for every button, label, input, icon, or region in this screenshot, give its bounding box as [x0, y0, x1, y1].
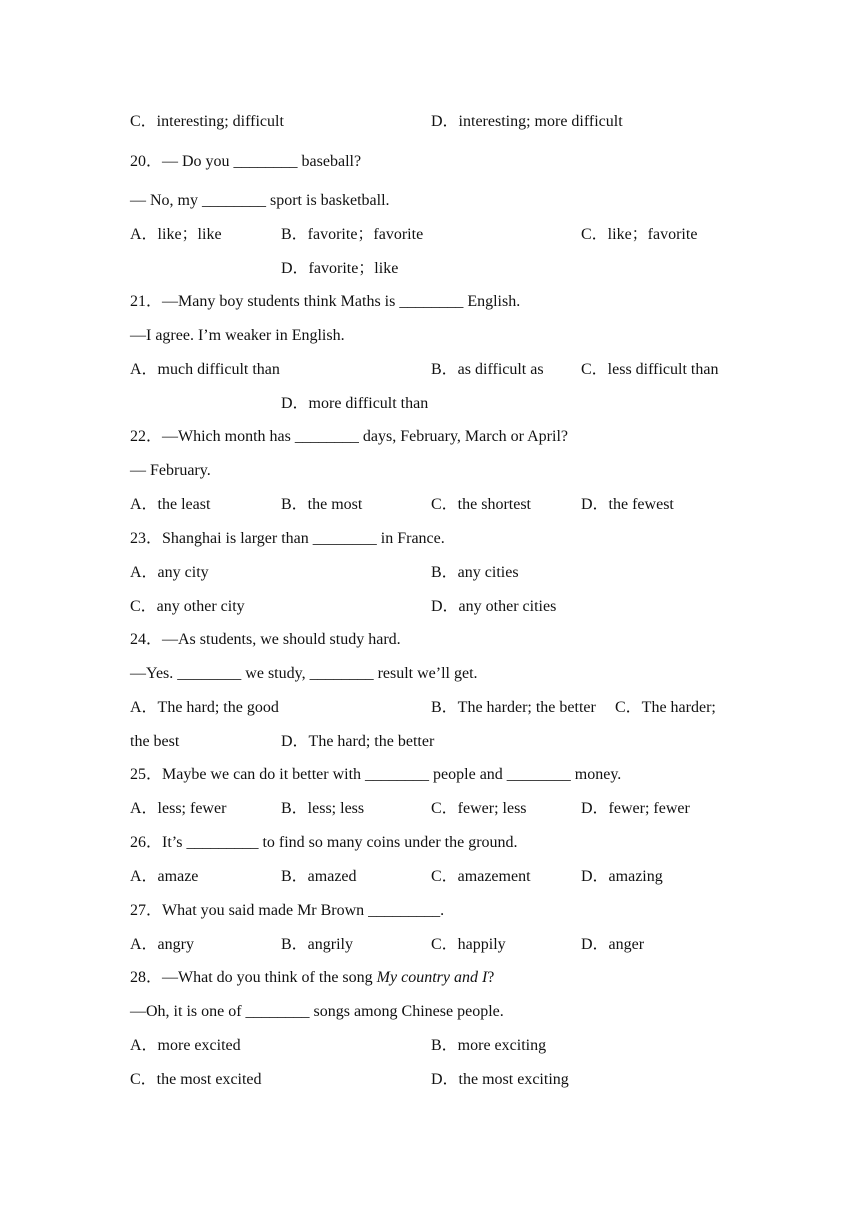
- q20-option-c: C．like；favorite: [581, 226, 698, 243]
- q22-option-d: D．the fewest: [581, 496, 674, 513]
- q20-stem-reply: — No, my ________ sport is basketball.: [130, 192, 390, 209]
- q26-stem: 26．It’s _________ to find so many coins under the ground.: [130, 834, 518, 851]
- q27-stem: 27．What you said made Mr Brown _________.: [130, 902, 445, 919]
- q21-stem-reply: —I agree. I’m weaker in English.: [130, 327, 345, 344]
- q21-option-c: C．less difficult than: [581, 361, 719, 378]
- q23-stem: 23．Shanghai is larger than ________ in France.: [130, 530, 445, 547]
- q26-option-b: B．amazed: [281, 868, 357, 885]
- q24-option-b: B．The harder; the better: [431, 699, 596, 716]
- q22-option-b: B．the most: [281, 496, 363, 513]
- q26-option-a: A．amaze: [130, 868, 199, 885]
- q27-option-d: D．anger: [581, 936, 645, 953]
- q19-option-d: D．interesting; more difficult: [431, 113, 623, 130]
- q21-option-d: D．more difficult than: [281, 395, 429, 412]
- q25-option-a: A．less; fewer: [130, 800, 227, 817]
- q23-option-c: C．any other city: [130, 598, 245, 615]
- q19-option-c: C．interesting; difficult: [130, 113, 284, 130]
- q28-stem-end: ?: [487, 969, 495, 986]
- q27-option-b: B．angrily: [281, 936, 353, 953]
- q28-option-d: D．the most exciting: [431, 1071, 569, 1088]
- q26-option-c: C．amazement: [431, 868, 531, 885]
- q20-option-a: A．like；like: [130, 226, 222, 243]
- q21-stem: 21．—Many boy students think Maths is ________ English.: [130, 293, 521, 310]
- q28-option-c: C．the most excited: [130, 1071, 262, 1088]
- q22-stem: 22．—Which month has ________ days, February, March or April?: [130, 428, 568, 445]
- q23-option-b: B．any cities: [431, 564, 519, 581]
- q28-option-b: B．more exciting: [431, 1037, 547, 1054]
- q27-option-c: C．happily: [431, 936, 506, 953]
- q24-stem: 24．—As students, we should study hard.: [130, 631, 401, 648]
- q28-stem-text: 28．—What do you think of the song: [130, 969, 377, 986]
- q24-option-d: D．The hard; the better: [281, 733, 435, 750]
- q23-option-a: A．any city: [130, 564, 209, 581]
- q28-song-title: My country and I: [376, 969, 488, 986]
- q25-option-c: C．fewer; less: [431, 800, 527, 817]
- q20-stem: 20．— Do you ________ baseball?: [130, 153, 362, 170]
- q24-option-a: A．The hard; the good: [130, 699, 279, 716]
- q25-option-d: D．fewer; fewer: [581, 800, 690, 817]
- q25-option-b: B．less; less: [281, 800, 365, 817]
- q26-option-d: D．amazing: [581, 868, 663, 885]
- q27-option-a: A．angry: [130, 936, 194, 953]
- q21-option-b: B．as difficult as: [431, 361, 544, 378]
- q28-stem-reply: —Oh, it is one of ________ songs among Chinese people.: [130, 1003, 504, 1020]
- q28-option-a: A．more excited: [130, 1037, 241, 1054]
- q24-option-c: C．The harder;: [615, 699, 716, 716]
- q20-option-d: D．favorite；like: [281, 260, 399, 277]
- q22-stem-reply: — February.: [130, 462, 211, 479]
- q23-option-d: D．any other cities: [431, 598, 557, 615]
- q24-stem-reply: —Yes. ________ we study, ________ result we’ll get.: [130, 665, 478, 682]
- q22-option-a: A．the least: [130, 496, 211, 513]
- q22-option-c: C．the shortest: [431, 496, 531, 513]
- q21-option-a: A．much difficult than: [130, 361, 280, 378]
- q28-stem: [130, 968, 494, 988]
- q20-option-b: B．favorite；favorite: [281, 226, 424, 243]
- q24-option-c-continued: the best: [130, 733, 180, 750]
- q25-stem: 25．Maybe we can do it better with ________ people and ________ money.: [130, 766, 622, 783]
